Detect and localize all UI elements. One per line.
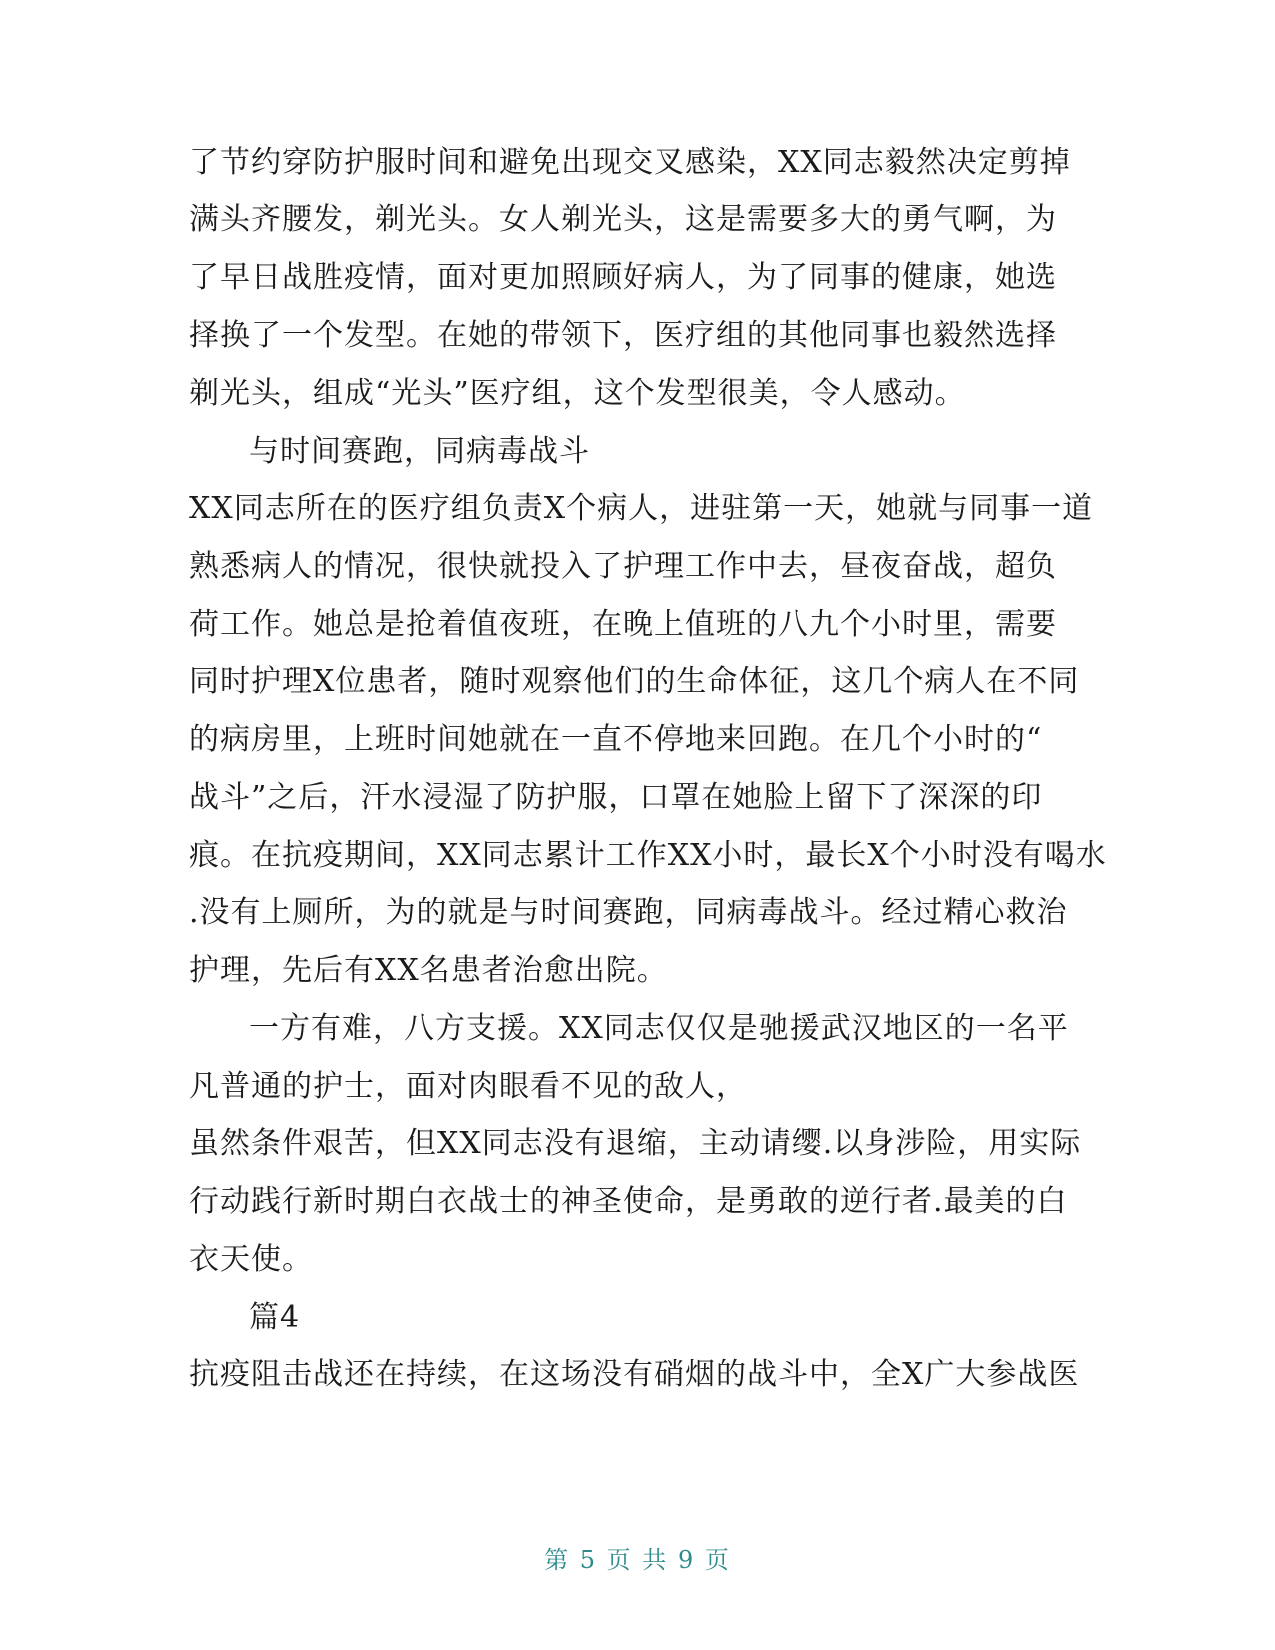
text-line: 抗疫阻击战还在持续，在这场没有硝烟的战斗中，全X广大参战医 xyxy=(189,1357,1080,1392)
section-heading: 与时间赛跑，同病毒战斗 xyxy=(249,434,590,469)
text-line: 的病房里，上班时间她就在一直不停地来回跑。在几个小时的“ xyxy=(189,722,1043,757)
text-line: 了节约穿防护服时间和避免出现交叉感染，XX同志毅然决定剪掉 xyxy=(189,145,1071,180)
text-line: 满头齐腰发，剃光头。女人剃光头，这是需要多大的勇气啊，为 xyxy=(189,202,1057,237)
text-line: 痕。在抗疫期间，XX同志累计工作XX小时，最长X个小时没有喝水 xyxy=(189,838,1107,873)
text-line: 护理，先后有XX名患者治愈出院。 xyxy=(189,953,668,988)
text-line: 择换了一个发型。在她的带领下，医疗组的其他同事也毅然选择 xyxy=(189,318,1057,353)
text-line: 战斗”之后，汗水浸湿了防护服，口罩在她脸上留下了深深的印 xyxy=(189,780,1043,815)
text-line: XX同志所在的医疗组负责X个病人，进驻第一天，她就与同事一道 xyxy=(189,491,1094,526)
text-line: 熟悉病人的情况，很快就投入了护理工作中去，昼夜奋战，超负 xyxy=(189,549,1057,584)
text-line: 一方有难，八方支援。XX同志仅仅是驰援武汉地区的一名平 xyxy=(249,1011,1069,1046)
text-line: 剃光头，组成“光头”医疗组，这个发型很美，令人感动。 xyxy=(189,376,966,411)
text-line: 荷工作。她总是抢着值夜班，在晚上值班的八九个小时里，需要 xyxy=(189,607,1057,642)
text-line: 了早日战胜疫情，面对更加照顾好病人，为了同事的健康，她选 xyxy=(189,260,1057,295)
text-line: .没有上厕所，为的就是与时间赛跑，同病毒战斗。经过精心救治 xyxy=(189,895,1068,930)
page-number-footer: 第 5 页 共 9 页 xyxy=(544,1546,731,1574)
text-line: 行动践行新时期白衣战士的神圣使命，是勇敢的逆行者.最美的白 xyxy=(189,1184,1068,1219)
text-line: 虽然条件艰苦，但XX同志没有退缩，主动请缨.以身涉险，用实际 xyxy=(189,1126,1082,1161)
text-line: 凡普通的护士，面对肉眼看不见的敌人， xyxy=(189,1069,747,1104)
text-line: 同时护理X位患者，随时观察他们的生命体征，这几个病人在不同 xyxy=(189,664,1080,699)
text-line: 衣天使。 xyxy=(189,1242,313,1277)
section-heading: 篇4 xyxy=(249,1300,301,1335)
